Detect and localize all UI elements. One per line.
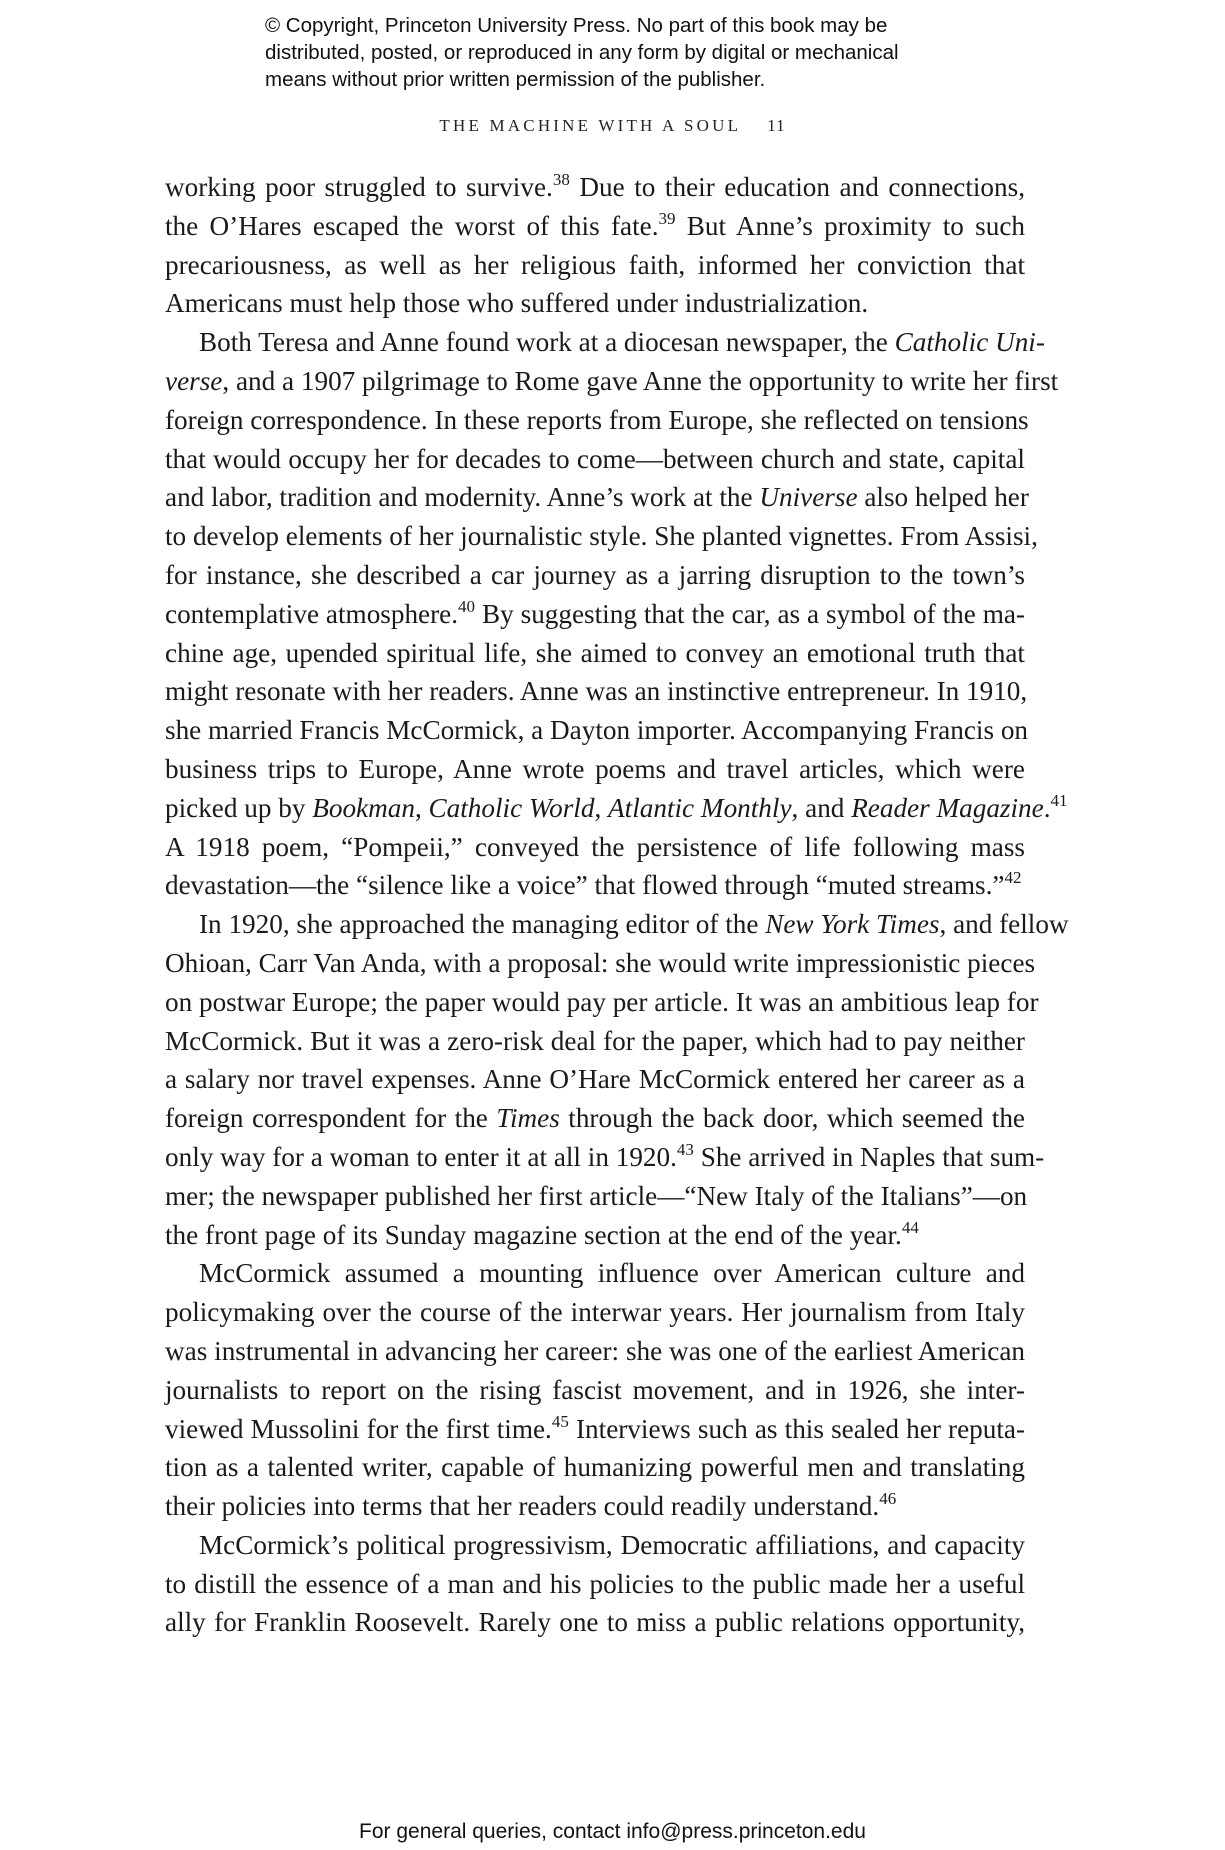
text-segment: ally for Franklin Roosevelt. Rarely one to miss a public relations opportunity, [165,1607,1025,1638]
text-segment: , [594,792,609,823]
footnote-ref: 39 [658,208,676,228]
text-segment: their policies into terms that her readers could readily understand. [165,1491,880,1522]
text-line [165,284,1025,323]
text-line [165,711,1029,750]
text-segment: the O’Hares escaped the worst of this fate. [165,210,659,241]
text-segment: foreign correspondent for the [165,1103,497,1134]
text-segment: , and fellow [939,909,1069,940]
text-line [165,401,1029,440]
text-segment: a salary nor travel expenses. Anne O’Hare McCormick entered her career as a [165,1064,1025,1095]
text-segment: , and [791,792,852,823]
text-segment: through the back door, which seemed the [559,1103,1025,1134]
body-text [165,168,1069,1642]
footer-contact: For general queries, contact info@press.princeton.edu [359,1820,866,1843]
footnote-ref: 41 [1050,790,1068,810]
text-segment: McCormick’s political progressivism, Democratic affiliations, and capacity [199,1529,1025,1560]
text-segment: on postwar Europe; the paper would pay per article. It was an ambitious leap for [165,986,1039,1017]
text-segment: Due to their education and connections, [569,172,1025,202]
text-segment: McCormick assumed a mounting influence over American culture and [199,1258,1025,1289]
italic-title: Catholic World [428,792,595,823]
footnote-ref: 43 [676,1139,694,1159]
footnote-ref: 44 [901,1217,919,1237]
text-line [165,828,1025,867]
text-segment: that would occupy her for decades to come—between church and state, capital [165,443,1025,474]
copyright-line: distributed, posted, or reproduced in any form by digital or mechanical [265,41,899,64]
text-segment: In 1920, she approached the managing editor of the [199,909,766,940]
text-line [165,1138,1045,1177]
text-segment: precariousness, as well as her religious faith, informed her conviction that [165,249,1025,280]
text-segment: for instance, she described a car journey as a jarring disruption to the town’s [165,559,1025,590]
text-segment: picked up by [165,792,313,823]
text-line [165,905,1069,944]
text-line [165,866,1025,905]
text-line [165,168,1025,207]
text-segment: Both Teresa and Anne found work at a diocesan newspaper, the [199,327,895,358]
text-line [165,944,1036,983]
copyright-line: means without prior written permission of the publisher. [265,68,766,91]
text-segment: working poor struggled to survive. [165,172,553,202]
copyright-line: © Copyright, Princeton University Press. No part of this book may be [265,14,888,37]
text-segment: to develop elements of her journalistic style. She planted vignettes. From Assisi, [165,521,1038,552]
text-line [165,1371,1025,1410]
text-line [165,478,1029,517]
footnote-ref: 40 [458,596,476,616]
text-line [165,517,1038,556]
text-segment: journalists to report on the rising fascist movement, and in 1926, she inter- [165,1374,1025,1405]
text-segment: foreign correspondence. In these reports from Europe, she reflected on tensions [165,404,1029,435]
text-line [165,1177,1028,1216]
text-line [165,1448,1025,1487]
footnote-ref: 45 [551,1411,569,1431]
page-number: 11 [767,116,786,135]
text-segment: and labor, tradition and modernity. Anne’s work at the [165,482,760,513]
text-segment: the front page of its Sunday magazine section at the end of the year. [165,1219,902,1250]
text-segment: tion as a talented writer, capable of humanizing powerful men and translating [165,1452,1025,1483]
text-line [165,1603,1025,1642]
text-segment: , and a 1907 pilgrimage to Rome gave Anne the opportunity to write her first [222,365,1059,396]
text-segment: policymaking over the course of the interwar years. Her journalism from Italy [165,1297,1025,1328]
copyright-notice [265,12,985,93]
text-segment: McCormick. But it was a zero-risk deal for the paper, which had to pay neither [165,1025,1025,1056]
footnote-ref: 46 [879,1489,897,1509]
text-line [165,207,1025,246]
text-line [165,750,1025,789]
text-segment: might resonate with her readers. Anne was an instinctive entrepreneur. In 1910, [165,676,1028,707]
text-segment: contemplative atmosphere. [165,598,459,629]
text-line [165,1487,1025,1526]
text-segment: , [414,792,429,823]
text-line [165,1332,1025,1371]
text-segment: was instrumental in advancing her career: she was one of the earliest American [165,1335,1025,1366]
footnote-ref: 42 [1004,868,1022,888]
text-line [165,1526,1025,1565]
text-line [165,556,1025,595]
text-line [165,1060,1025,1099]
text-line [165,1410,1025,1449]
text-segment: business trips to Europe, Anne wrote poems and travel articles, which were [165,753,1025,784]
text-line [165,1099,1025,1138]
text-line [165,323,1045,362]
italic-title: Bookman [312,792,415,823]
running-head [0,116,1225,136]
text-line [165,1565,1025,1604]
italic-title: verse [165,365,223,396]
italic-title: New York Times [765,909,940,940]
text-segment: . [1043,792,1051,823]
text-segment: mer; the newspaper published her first article—“New Italy of the Italians”—on [165,1180,1028,1211]
running-head-title: THE MACHINE WITH A SOUL [439,116,742,135]
text-segment: She arrived in Naples that sum- [693,1141,1045,1172]
text-line [165,362,1059,401]
text-segment: viewed Mussolini for the first time. [165,1413,552,1444]
footnote-ref: 38 [552,170,570,189]
text-line [165,983,1039,1022]
text-line [165,1293,1025,1332]
text-segment: also helped her [857,482,1029,513]
text-line [165,672,1028,711]
text-line [165,1216,1025,1255]
italic-title: Reader Magazine [851,792,1044,823]
text-segment: only way for a woman to enter it at all in 1920. [165,1141,677,1172]
text-segment: Americans must help those who suffered under industrialization. [165,288,869,319]
text-segment: But Anne’s proximity to such [675,210,1025,241]
text-segment: By suggesting that the car, as a symbol of the ma- [475,598,1025,629]
text-segment: Interviews such as this sealed her reputa- [568,1413,1025,1444]
text-line [165,634,1025,673]
text-segment: to distill the essence of a man and his policies to the public made her a useful [165,1568,1025,1599]
text-line [165,440,1025,479]
text-segment: she married Francis McCormick, a Dayton importer. Accompanying Francis on [165,715,1029,746]
italic-title: Universe [759,482,858,513]
text-segment: A 1918 poem, “Pompeii,” conveyed the persistence of life following mass [165,831,1025,862]
text-line [165,246,1025,285]
text-segment: chine age, upended spiritual life, she aimed to convey an emotional truth that [165,637,1025,668]
text-line [165,789,1068,828]
text-segment: devastation—the “silence like a voice” that flowed through “muted streams.” [165,870,1005,901]
text-segment: Ohioan, Carr Van Anda, with a proposal: she would write impressionistic pieces [165,947,1036,978]
text-line [165,1254,1025,1293]
text-line [165,1022,1025,1061]
text-line [165,595,1025,634]
italic-title: Atlantic Monthly [608,792,792,823]
italic-title: Times [496,1103,560,1134]
italic-title: Catholic Uni- [894,327,1045,358]
